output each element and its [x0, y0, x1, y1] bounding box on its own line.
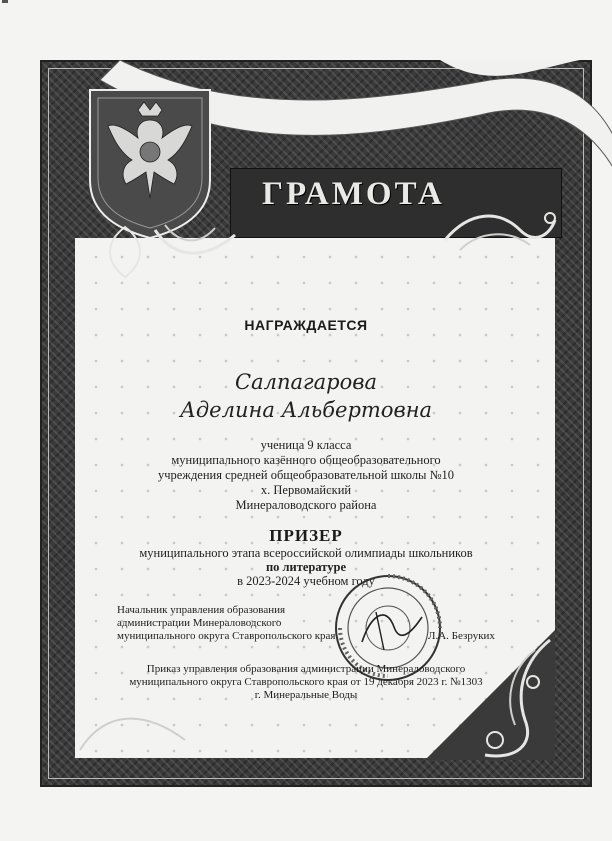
signer-position-line-2: администрации Минераловодского [117, 617, 282, 629]
award-status: ПРИЗЕР [269, 526, 343, 545]
locality-line: х. Первомайский [260, 483, 352, 497]
signer-position-line-3: муниципального округа Ставропольского края [117, 630, 336, 642]
coat-of-arms-emblem [80, 80, 220, 240]
awarded-heading: НАГРАЖДАЕТСЯ [244, 317, 368, 333]
school-line-2: учреждения средней общеобразовательной школы №10 [157, 468, 455, 482]
scan-mark [2, 0, 8, 3]
certificate-title: ГРАМОТА [262, 176, 445, 212]
school-line-1: муниципального казённого общеобразовательного [171, 453, 441, 467]
district-line: Минераловодского района [235, 498, 377, 512]
order-line-2: муниципального округа Ставропольского края от 19 декабря 2023 г. №1303 [129, 676, 483, 688]
order-line-1: Приказ управления образования администрации Минераловодского [146, 663, 466, 675]
top-right-ornament [440, 200, 560, 260]
olympiad-line: муниципального этапа всероссийской олимпиады школьников [139, 546, 473, 560]
grade-line: ученица 9 класса [260, 438, 352, 452]
signer-name: Л.А. Безруких [428, 630, 495, 642]
subject-line: по литературе [265, 560, 347, 574]
order-line-3: г. Минеральные Воды [254, 689, 358, 701]
recipient-given-names: Аделина Альбертовна [179, 398, 433, 422]
top-left-ornament [150, 220, 240, 270]
left-flourish-ornament [95, 222, 155, 282]
year-line: в 2023-2024 учебном году [237, 574, 375, 588]
recipient-surname: Салпагарова [235, 370, 377, 394]
signer-position-line-1: Начальник управления образования [117, 604, 286, 616]
